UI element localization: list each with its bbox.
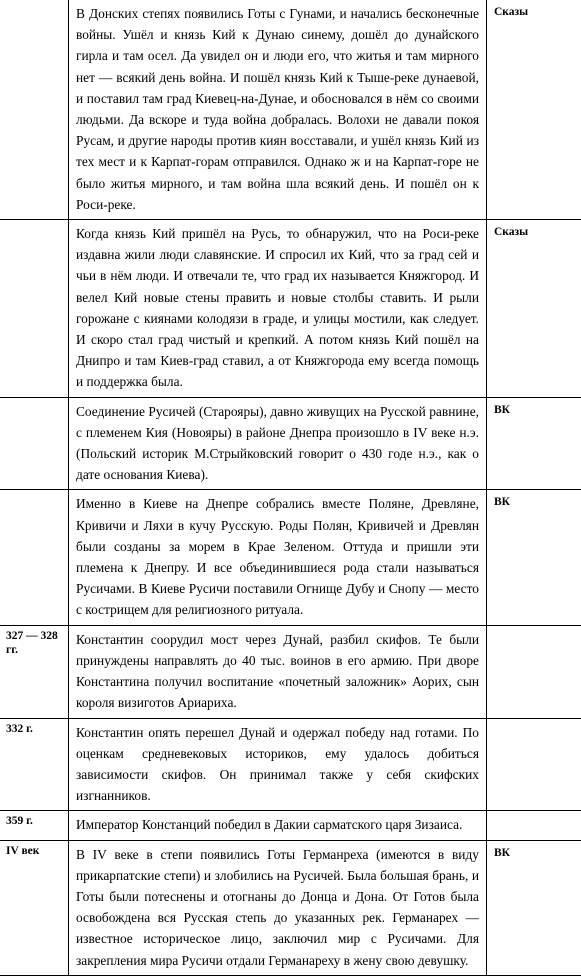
event-text: В Донских степях появились Готы с Гунами, и начались бесконечные войны. Ушёл и князь Кий к Дунаю синему, дошёл до дунайского гирла и там осел. Да увидел он и люди его, что житья и там мирного нет — всякий день война. И пошёл князь Кий к Тыше-реке дунаевой, и поставил там град Киевец-на-Дунае, и обосновался в нём со своими людьми. Да вскоре и туда война добралась. Волохи не давали покоя Русам, и другие народы против киян восставали, и ушёл князь Кий из тех мест и к Карпат-горам отправился. Однако ж и на Карпат-горе не было житья мирного, и там война шла всякий день. И пошёл он к Роси-реке. bbox=[69, 0, 487, 220]
date-cell bbox=[0, 0, 69, 220]
date-cell: 327 — 328 гг. bbox=[0, 625, 69, 718]
table-row bbox=[0, 397, 581, 490]
date-cell: 359 г. bbox=[0, 811, 69, 840]
event-text: Константин опять перешел Дунай и одержал победу над готами. По оценкам средневековых историков, ему удалось добиться зависимости скифов. Он принимал также у себя скифских изгнанников. bbox=[69, 718, 487, 811]
source-cell: Сказы bbox=[487, 220, 581, 398]
date-cell: 332 г. bbox=[0, 718, 69, 811]
event-text: Соединение Русичей (Старояры), давно живущих на Русской равнине, с племенем Кия (Новояры) в районе Днепра произошло в IV веке н.э. (Польский историк М.Стрыйковский говорит о 430 годе н.э., как о дате основания Киева). bbox=[69, 397, 487, 490]
date-cell bbox=[0, 397, 69, 490]
event-text: Император Констанций победил в Дакии сарматского царя Зизаиса. bbox=[69, 811, 487, 840]
event-text: Когда князь Кий пришёл на Русь, то обнаружил, что на Роси-реке издавна жили люди славянские. И спросил их Кий, что за град сей и чьи в нём люди. И отвечали те, что град их называется Княжгород. И велел Кий новые стены править и новые столбы ставить. И рыли горожане с киянами колодязи в граде, и улицы мостили, как следует. И скоро стал град чистый и крепкий. А потом князь Кий пошёл на Днипро и там Киев-град ставил, а от Княжгорода ему всегда помощь и поддержка была. bbox=[69, 220, 487, 398]
date-cell bbox=[0, 490, 69, 625]
source-cell: Сказы bbox=[487, 0, 581, 220]
table-row bbox=[0, 811, 581, 840]
source-cell bbox=[487, 625, 581, 718]
event-text: В IV веке в степи появились Готы Германреха (имеются в виду прикарпатские степи) и злобились на Русичей. Была большая брань, и Готы были потеснены и отогнаны до Донца и Дона. От Готов была освобождена вся Русская степь до указанных рек. Германарех — известное историческое лицо, заключил мир с Русичами. Для закрепления мира Русичи отдали Германареху в жену свою девушку. bbox=[69, 840, 487, 975]
table-row bbox=[0, 0, 581, 220]
source-cell bbox=[487, 811, 581, 840]
source-cell bbox=[487, 718, 581, 811]
source-cell: ВК bbox=[487, 397, 581, 490]
event-text: Константин соорудил мост через Дунай, разбил скифов. Те были принуждены направлять до 40 тыс. воинов в его армию. При дворе Константина получил воспитание «почетный заложник» Аорих, сын короля визиготов Ариариха. bbox=[69, 625, 487, 718]
table-row bbox=[0, 840, 581, 975]
table-row bbox=[0, 718, 581, 811]
table-row bbox=[0, 220, 581, 398]
table-row bbox=[0, 625, 581, 718]
table-row bbox=[0, 490, 581, 625]
source-cell: ВК bbox=[487, 840, 581, 975]
event-text: Именно в Киеве на Днепре собрались вместе Поляне, Древляне, Кривичи и Ляхи в кучу Русскую. Роды Полян, Кривичей и Древлян были созданы за морем в Крае Зеленом. Оттуда и пришли эти племена к Днепру. И все объединившиеся рода стали называться Русичами. В Киеве Русичи поставили Огнище Дубу и Снопу — место с кострищем для религиозного ритуала. bbox=[69, 490, 487, 625]
date-cell bbox=[0, 220, 69, 398]
source-cell: ВК bbox=[487, 490, 581, 625]
date-cell: IV век bbox=[0, 840, 69, 975]
